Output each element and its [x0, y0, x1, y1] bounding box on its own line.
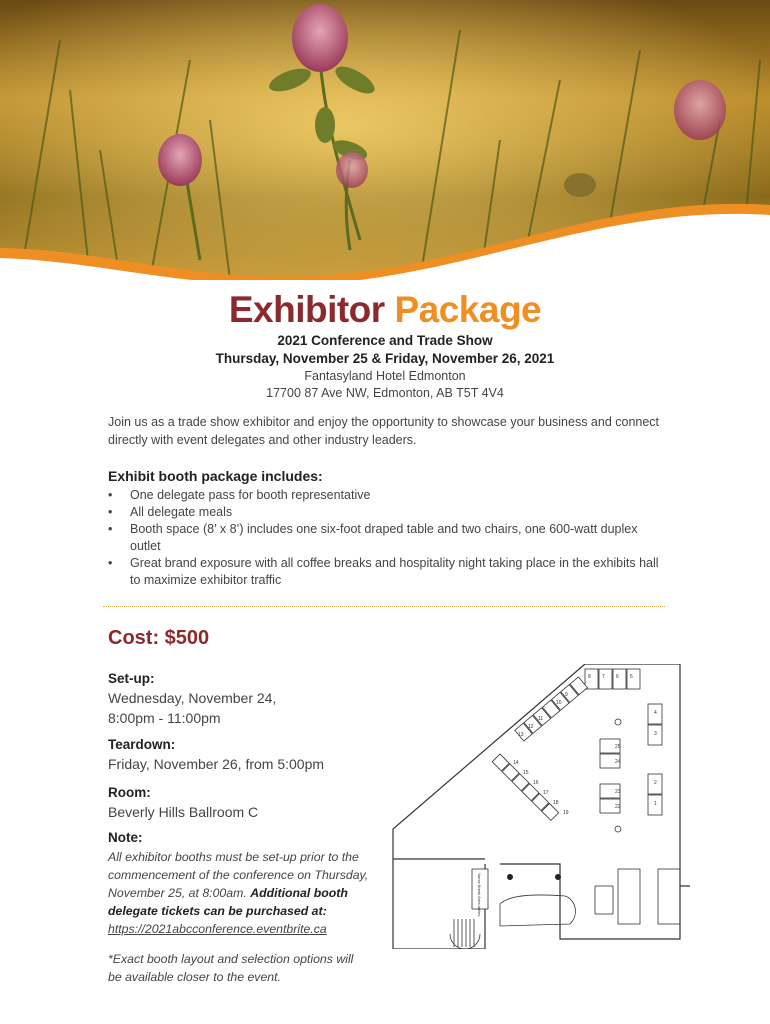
booth-label: 10 [556, 700, 562, 706]
booth-label: 22 [615, 804, 621, 810]
floorplan-right-wall [585, 664, 690, 886]
booth-label: 1 [654, 801, 657, 807]
title-word-1: Exhibitor [228, 289, 385, 330]
floor-plan [390, 664, 690, 949]
section-divider [103, 606, 665, 607]
booth-label: 19 [563, 810, 569, 816]
booth-label: 14 [513, 760, 519, 766]
booth-center-column [600, 739, 621, 813]
booth-label: 3 [654, 731, 657, 737]
header-photo [0, 0, 770, 280]
legend-text: Nurse Break Area tables [477, 873, 482, 917]
booth-label: 11 [538, 716, 544, 722]
booth-label: 5 [630, 674, 633, 680]
booth-label: 2 [654, 780, 657, 786]
booth-label: 15 [523, 770, 529, 776]
note-body: All exhibitor booths must be set-up prior to the commencement of the conference on Thursday, November 25, at 8:00am. [108, 850, 369, 900]
note-bold: Additional booth delegate tickets can be purchased at: [108, 886, 348, 918]
room-label: Room: [108, 785, 151, 800]
list-item: • Booth space (8’ x 8’) includes one six-foot draped table and two chairs, one 600-watt duplex outlet [108, 521, 668, 555]
venue-name: Fantasyland Hotel Edmonton [304, 369, 466, 383]
booth-label: 12 [528, 724, 534, 730]
booth-diagonal-row [515, 677, 588, 741]
list-item: • One delegate pass for booth representative [108, 487, 668, 504]
note-label: Note: [108, 830, 143, 845]
eventbrite-link[interactable]: https://2021abcconference.eventbrite.ca [108, 922, 327, 936]
setup-label: Set-up: [108, 671, 155, 686]
teardown-value: Friday, November 26, from 5:00pm [108, 756, 325, 772]
booth-label: 25 [615, 744, 621, 750]
floorplan-legend-box [472, 869, 488, 916]
room-value: Beverly Hills Ballroom C [108, 804, 259, 820]
setup-date: Wednesday, November 24, [108, 690, 277, 706]
title-block [0, 288, 770, 402]
booth-label: 9 [565, 692, 568, 698]
intro-paragraph: Join us as a trade show exhibitor and enjoy the opportunity to showcase your business and connect directly with event delegates and other industry leaders. [108, 415, 660, 447]
includes-heading: Exhibit booth package includes: [108, 468, 323, 484]
booth-inner-diagonal [492, 754, 569, 820]
cost-heading: Cost: $500 [108, 627, 210, 649]
booth-label: 18 [553, 800, 559, 806]
booth-right-column [648, 704, 662, 815]
venue-address: 17700 87 Ave NW, Edmonton, AB T5T 4V4 [266, 386, 504, 400]
booth-label: 23 [615, 789, 621, 795]
booth-label: 8 [588, 674, 591, 680]
booth-label: 7 [602, 674, 605, 680]
booth-label: 13 [518, 732, 524, 738]
booth-label: 24 [615, 759, 621, 765]
floorplan-stairs [454, 919, 474, 947]
title-word-2: Package [394, 289, 542, 330]
setup-time: 8:00pm - 11:00pm [108, 710, 221, 726]
event-name: 2021 Conference and Trade Show [277, 333, 493, 348]
booth-label: 4 [654, 710, 657, 716]
clover-field-image [0, 0, 770, 280]
booth-label: 17 [543, 790, 549, 796]
booth-top-row [585, 669, 640, 689]
list-item: • Great brand exposure with all coffee breaks and hospitality night taking place in the exhibits hall to maximize exhibitor traffic [108, 555, 668, 589]
list-item: • All delegate meals [108, 504, 668, 521]
includes-list [108, 487, 668, 589]
teardown-label: Teardown: [108, 737, 176, 752]
layout-disclaimer: *Exact booth layout and selection options will be available closer to the event. [108, 952, 354, 984]
floorplan-pillars [507, 874, 561, 880]
note-text [108, 848, 370, 938]
booth-label: 6 [616, 674, 619, 680]
page-title [0, 288, 770, 332]
event-dates: Thursday, November 25 & Friday, November 26, 2021 [215, 351, 555, 366]
booth-label: 16 [533, 780, 539, 786]
